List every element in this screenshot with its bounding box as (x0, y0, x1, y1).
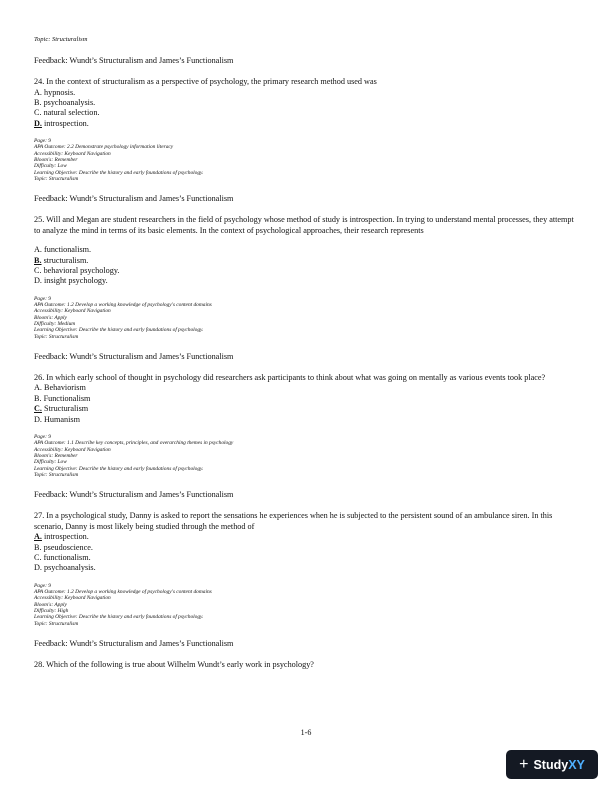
meta-accessibility: Accessibility: Keyboard Navigation (34, 595, 111, 602)
meta-learning-objective: Learning Objective: Describe the history and early foundations of psychology. (34, 465, 204, 472)
topic-line: Topic: Structuralism (34, 36, 88, 43)
option-c-correct (34, 404, 582, 414)
correct-answer-letter: A. (34, 532, 42, 542)
meta-apa-outcome: APA Outcome: 1.1 Describe key concepts, principles, and overarching themes in psychology (34, 440, 234, 447)
option-letter: A. (34, 245, 42, 255)
meta-topic: Topic: Structuralism (34, 620, 79, 627)
option-letter: B. (34, 393, 42, 403)
meta-topic: Topic: Structuralism (34, 333, 79, 340)
option-d (34, 276, 582, 286)
meta-learning-objective: Learning Objective: Describe the history and early foundations of psychology. (34, 614, 204, 621)
meta-accessibility: Accessibility: Keyboard Navigation (34, 150, 111, 157)
meta-topic: Topic: Structuralism (34, 471, 79, 478)
meta-blooms: Bloom's: Remember (34, 452, 78, 459)
meta-learning-objective: Learning Objective: Describe the history and early foundations of psychology. (34, 327, 204, 334)
option-letter: D. (34, 414, 42, 424)
option-text: functionalism. (41, 245, 92, 255)
option-letter: D. (34, 276, 42, 286)
meta-apa-outcome: APA Outcome: 2.2 Demonstrate psychology information literacy (34, 144, 174, 151)
option-text: hypnosis. (41, 87, 76, 97)
option-text: Structuralism (41, 404, 89, 414)
option-letter: A. (34, 383, 42, 393)
option-letter: B. (34, 97, 42, 107)
badge-xy-text: XY (568, 757, 585, 772)
option-b-correct (34, 256, 582, 266)
option-text: insight psychology. (41, 276, 108, 286)
meta-difficulty: Difficulty: Low (34, 163, 67, 170)
option-text: structuralism. (41, 255, 89, 265)
meta-blooms: Bloom's: Apply (34, 314, 67, 321)
feedback-line: Feedback: Wundt’s Structuralism and James’s Functionalism (34, 638, 234, 648)
question-28 (34, 660, 582, 671)
question-stem: 24. In the context of structuralism as a perspective of psychology, the primary research method used was (34, 77, 377, 86)
option-c (34, 108, 582, 118)
option-c (34, 266, 582, 276)
feedback-line: Feedback: Wundt’s Structuralism and James’s Functionalism (34, 351, 234, 361)
question-metadata (34, 296, 582, 340)
question-stem: 26. In which early school of thought in psychology did researchers ask participants to think about what was going on mentally as various events took place? (34, 372, 546, 382)
plus-icon: + (519, 755, 529, 773)
option-text: introspection. (41, 118, 89, 128)
option-a (34, 383, 582, 393)
meta-difficulty: Difficulty: High (34, 607, 69, 614)
option-b (34, 543, 582, 553)
option-letter: C. (34, 108, 42, 118)
option-text: psychoanalysis. (41, 563, 96, 573)
question-25 (34, 215, 582, 362)
feedback-line: Feedback: Wundt’s Structuralism and James’s Functionalism (34, 56, 234, 65)
option-text: pseudoscience. (41, 542, 93, 552)
option-d (34, 563, 582, 573)
question-metadata (34, 434, 582, 478)
question-stem: 25. Will and Megan are student researchers in the field of psychology whose method of study is introspection. In trying to understand mental processes, they attempt to analyze the mind in terms of its basic elements. In the context of psychological approaches, their research represents (34, 215, 574, 235)
meta-accessibility: Accessibility: Keyboard Navigation (34, 446, 111, 453)
meta-accessibility: Accessibility: Keyboard Navigation (34, 308, 111, 315)
feedback-line: Feedback: Wundt’s Structuralism and James’s Functionalism (34, 490, 234, 500)
meta-difficulty: Difficulty: Low (34, 459, 67, 466)
meta-page: Page: 9 (34, 582, 51, 589)
page-number: 1-6 (300, 728, 312, 737)
badge-study-text: Study (533, 757, 569, 772)
correct-answer-letter: B. (34, 255, 42, 265)
option-c (34, 553, 582, 563)
meta-blooms: Bloom's: Apply (34, 601, 67, 608)
option-letter: C. (34, 266, 42, 276)
question-stem: 28. Which of the following is true about Wilhelm Wundt’s early work in psychology? (34, 659, 314, 669)
meta-difficulty: Difficulty: Medium (34, 321, 76, 328)
meta-topic: Topic: Structuralism (34, 175, 79, 182)
option-text: Humanism (41, 414, 80, 424)
option-a (34, 88, 582, 98)
question-metadata (34, 583, 582, 627)
question-stem: 27. In a psychological study, Danny is asked to report the sensations he experiences when he is subjected to the persistent sound of an ambulance siren. In this scenario, Danny is most likely being studied through the method of (34, 511, 553, 531)
correct-answer-letter: D. (34, 118, 42, 128)
option-letter: C. (34, 552, 42, 562)
meta-apa-outcome: APA Outcome: 1.2 Develop a working knowledge of psychology's content domains (34, 302, 212, 309)
option-letter: B. (34, 542, 42, 552)
option-d (34, 415, 582, 425)
option-letter: A. (34, 87, 42, 97)
option-text: natural selection. (41, 108, 100, 118)
option-d-correct (34, 119, 582, 129)
option-a (34, 245, 582, 255)
question-metadata (34, 138, 582, 182)
option-b (34, 98, 582, 108)
meta-apa-outcome: APA Outcome: 1.2 Develop a working knowledge of psychology's content domains (34, 589, 212, 596)
option-text: Functionalism (41, 393, 91, 403)
option-text: psychoanalysis. (41, 97, 96, 107)
document-page (34, 36, 582, 670)
feedback-line: Feedback: Wundt’s Structuralism and James’s Functionalism (34, 194, 234, 204)
meta-page: Page: 9 (34, 295, 51, 302)
correct-answer-letter: C. (34, 404, 42, 414)
option-text: functionalism. (41, 552, 91, 562)
meta-page: Page: 9 (34, 138, 51, 145)
meta-blooms: Bloom's: Remember (34, 157, 78, 164)
option-b (34, 394, 582, 404)
question-27 (34, 511, 582, 649)
question-24 (34, 77, 582, 204)
option-text: behavioral psychology. (41, 266, 120, 276)
studyxy-badge[interactable] (506, 750, 598, 779)
option-text: introspection. (41, 532, 89, 542)
meta-learning-objective: Learning Objective: Describe the history and early foundations of psychology. (34, 169, 204, 176)
meta-page: Page: 9 (34, 434, 51, 441)
question-26 (34, 373, 582, 500)
option-a-correct (34, 532, 582, 542)
option-letter: D. (34, 563, 42, 573)
option-text: Behaviorism (41, 383, 86, 393)
